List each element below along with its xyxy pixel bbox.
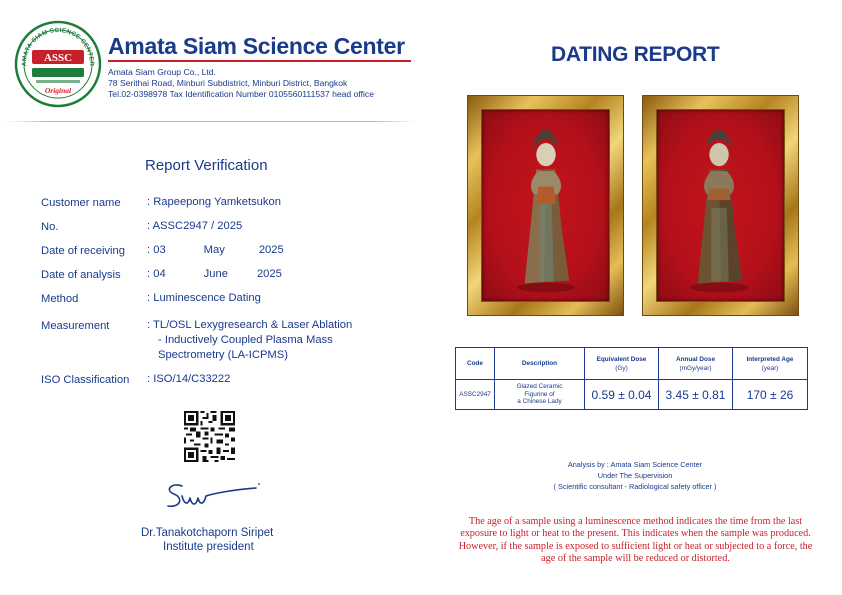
measurement-line-3: Spectrometry (LA-ICPMS) xyxy=(158,349,288,361)
header-interpreted-age: Interpreted Age (year) xyxy=(733,348,808,380)
analysis-consultant: ( Scientific consultant - Radiological safety officer ) xyxy=(553,482,717,491)
measurement-line-2: - Inductively Coupled Plasma Mass xyxy=(158,334,333,346)
receiving-label: Date of receiving xyxy=(41,245,125,257)
cell-annual-dose: 3.45 ± 0.81 xyxy=(659,380,733,410)
measurement-label: Measurement xyxy=(41,320,110,332)
logo-ring-text: AMATA SIAM SCIENCE CENTER xyxy=(20,26,96,67)
cell-equivalent-dose: 0.59 ± 0.04 xyxy=(585,380,659,410)
iso-label: ISO Classification xyxy=(41,374,130,386)
photo-frame-front xyxy=(467,95,624,316)
company-name: Amata Siam Science Center xyxy=(108,33,405,59)
signatory-name: Dr.Tanakotchaporn Siripet xyxy=(141,527,274,539)
customer-value: : Rapeepong Yamketsukon xyxy=(147,196,281,208)
assc-seal-logo xyxy=(14,20,102,108)
company-address: 78 Serithai Road, Minburi Subdistrict, Minburi District, Bangkok xyxy=(108,78,348,88)
method-label: Method xyxy=(41,293,79,305)
analysis-date-label: Date of analysis xyxy=(41,269,121,281)
receiving-day: : 03 xyxy=(147,244,166,256)
signatory-title: Institute president xyxy=(163,541,254,553)
figurine-back-image xyxy=(657,110,784,301)
customer-label: Customer name xyxy=(41,197,121,209)
header-divider xyxy=(6,121,416,122)
qr-code-icon xyxy=(184,411,235,462)
disclaimer-text: The age of a sample using a luminescence method indicates the time from the last exposure to light or heat to the present. This indicates when the sample was produced. However, if the sample is exposed to sufficient light or heat or subjected to a force, the age of the sample will be reduced or distorted. xyxy=(458,516,813,565)
header-equivalent-dose: Equivalent Dose (Gy) xyxy=(585,348,659,380)
company-contact: Tel.02-0398978 Tax Identification Number 0105560111537 head office xyxy=(108,89,374,99)
number-label: No. xyxy=(41,221,59,233)
analysis-date-value xyxy=(147,267,282,282)
results-table xyxy=(455,347,808,410)
logo-text: ASSC xyxy=(43,52,73,64)
table-header-row xyxy=(456,348,808,380)
report-title: DATING REPORT xyxy=(551,43,720,66)
cell-code: ASSC2947 xyxy=(456,380,495,410)
company-rule xyxy=(108,60,411,62)
logo-badge: Original xyxy=(44,86,72,95)
receiving-year: 2025 xyxy=(258,244,284,256)
analysis-month: June xyxy=(203,268,228,280)
figurine-front-image xyxy=(482,110,609,301)
method-value: : Luminescence Dating xyxy=(147,292,261,304)
table-row xyxy=(456,380,808,410)
receiving-month: May xyxy=(203,244,225,256)
photo-frame-back xyxy=(642,95,799,316)
company-group: Amata Siam Group Co., Ltd. xyxy=(108,67,216,77)
measurement-line-1: : TL/OSL Lexygresearch & Laser Ablation xyxy=(147,319,353,331)
verification-title: Report Verification xyxy=(145,157,268,174)
iso-value: : ISO/14/C33222 xyxy=(147,373,231,385)
cell-interpreted-age: 170 ± 26 xyxy=(733,380,808,410)
signature-icon xyxy=(160,478,260,516)
receiving-value xyxy=(147,243,284,258)
analysis-year: 2025 xyxy=(256,268,282,280)
cell-description: Glazed Ceramic Figurine of a Chinese Lady xyxy=(495,380,585,410)
analysis-by: Analysis by : Amata Siam Science Center xyxy=(567,460,703,469)
analysis-day: : 04 xyxy=(147,268,166,280)
header-code: Code xyxy=(456,348,495,380)
number-value: : ASSC2947 / 2025 xyxy=(147,220,243,232)
analysis-supervision: Under The Supervision xyxy=(597,471,673,480)
header-description: Description xyxy=(495,348,585,380)
header-annual-dose: Annual Dose (mGy/year) xyxy=(659,348,733,380)
